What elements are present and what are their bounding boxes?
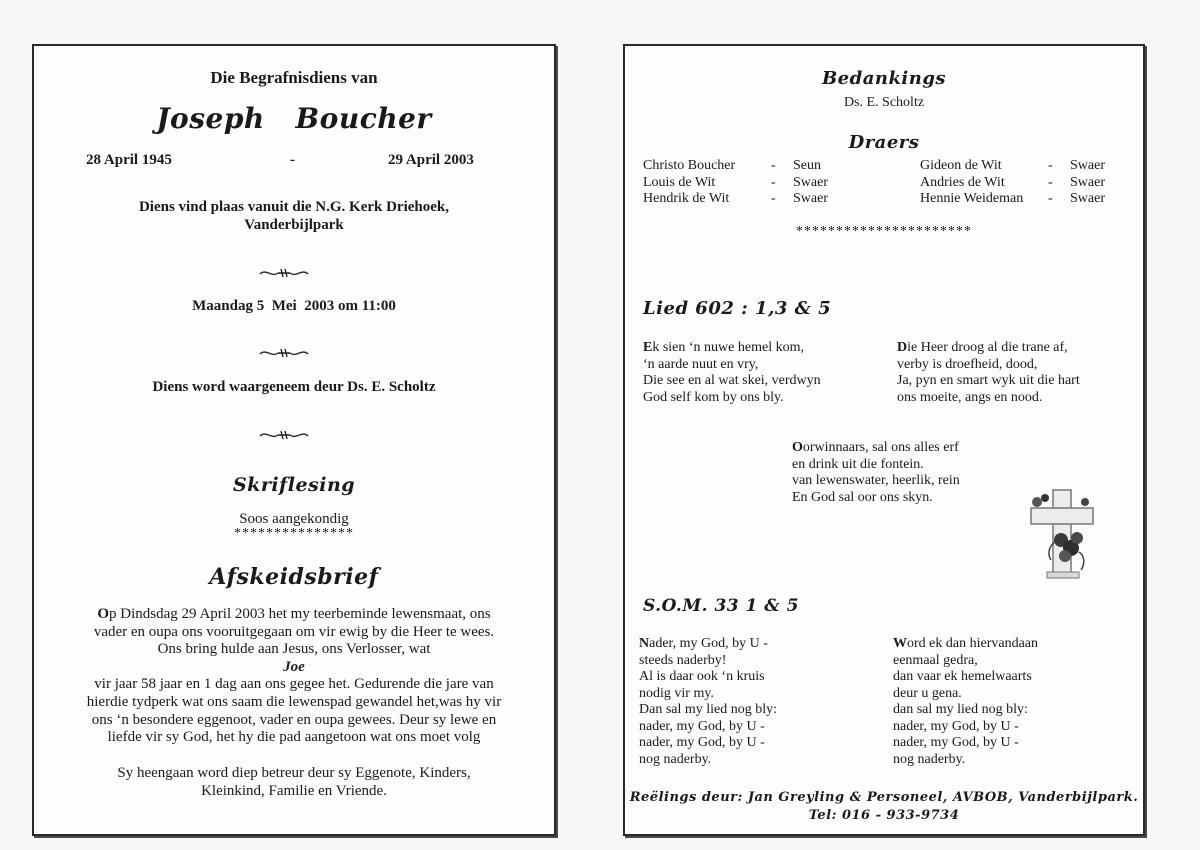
bearer-relation: Seun <box>793 158 821 173</box>
flourish-ornament-icon <box>256 428 312 442</box>
bearer-name: Hennie Weideman <box>920 191 1024 206</box>
verse-line: Nader, my God, by U - <box>639 636 768 651</box>
verse-line: deur u gena. <box>893 685 962 701</box>
farewell-line: vir jaar 58 jaar en 1 dag aan ons gegee het. Gedurende die jare van <box>94 676 494 693</box>
scripture-heading: Skriflesing <box>232 474 356 496</box>
scripture-note: Soos aangekondig <box>239 511 349 527</box>
hymn-1-verse-1 <box>643 340 821 406</box>
bearer-relation: Swaer <box>1070 191 1105 206</box>
venue-line-2: Vanderbijlpark <box>244 217 344 233</box>
verse-line: Ek sien ‘n nuwe hemel kom, <box>643 340 804 355</box>
bearers-list-left <box>643 158 828 208</box>
verse-line: Al is daar ook ‘n kruis <box>639 669 765 684</box>
verse-line: nog naderby. <box>639 751 712 767</box>
farewell-line: vader en oupa ons vooruitgegaan om vir ewig by die Heer te wees. <box>93 623 495 640</box>
verse-line: Die Heer droog al die trane af, <box>897 340 1068 355</box>
thanks-by: Ds. E. Scholtz <box>843 95 925 110</box>
farewell-letter <box>48 606 540 747</box>
floral-cross-icon <box>1025 482 1099 584</box>
bearers-heading: Draers <box>848 132 920 153</box>
birth-date: 28 April 1945 <box>86 152 172 168</box>
bearer-dash: - <box>1048 191 1053 206</box>
hymn-2-heading: S.O.M. 33 1 & 5 <box>643 596 799 616</box>
hymn-1-heading: Lied 602 : 1,3 & 5 <box>643 298 832 319</box>
verse-line: Dan sal my lied nog bly: <box>639 702 778 717</box>
flourish-ornament-icon <box>256 266 312 280</box>
venue-line-1: Diens vind plaas vanuit die N.G. Kerk Driehoek, <box>138 199 450 215</box>
bearer-relation: Swaer <box>793 174 828 190</box>
hymn-2-verse-2 <box>893 636 1038 768</box>
verse-line: dan vaar ek hemelwaarts <box>893 669 1032 684</box>
farewell-line: liefde vir sy God, het hy die pad aangetoon wat ons moet volg <box>107 729 481 746</box>
star-divider: *************** <box>234 526 354 541</box>
bearer-name: Andries de Wit <box>920 174 1005 190</box>
farewell-line: Op Dindsdag 29 April 2003 het my teerbeminde lewensmaat, ons <box>97 606 491 622</box>
verse-line: nader, my God, by U - <box>893 735 1019 750</box>
bearer-row <box>920 191 1105 208</box>
verse-line: van lewenswater, heerlik, rein <box>792 473 960 488</box>
farewell-line: ons ‘n besondere eggenoot, vader en oupa gewees. Deur sy lewe en <box>91 711 497 728</box>
star-divider: ********************** <box>796 224 972 239</box>
verse-line: En God sal oor ons skyn. <box>792 489 933 505</box>
verse-line: ons moeite, angs en nood. <box>897 389 1043 405</box>
bearer-relation: Swaer <box>793 191 828 206</box>
verse-line: nader, my God, by U - <box>639 735 765 750</box>
bearer-row <box>920 175 1105 192</box>
service-datetime: Maandag 5 Mei 2003 om 11:00 <box>192 298 396 314</box>
hymn-1-verse-3 <box>792 440 960 506</box>
verse-line: steeds naderby! <box>639 652 727 668</box>
verse-line: dan sal my lied nog bly: <box>893 702 1028 717</box>
deceased-name: Joseph Boucher <box>156 102 432 135</box>
mourners-line-1: Sy heengaan word diep betreur deur sy Eggenote, Kinders, <box>117 765 471 781</box>
telephone-line: Tel: 016 - 933-9734 <box>808 808 960 823</box>
bearer-row <box>643 175 828 192</box>
bearer-dash: - <box>1048 174 1053 190</box>
date-separator: - <box>290 152 295 168</box>
death-date: 29 April 2003 <box>388 152 474 168</box>
bearers-list-right <box>920 158 1105 208</box>
mourners <box>48 764 540 800</box>
hymn-2-verse-1 <box>639 636 777 768</box>
bearer-dash: - <box>771 174 776 190</box>
farewell-line: Ons bring hulde aan Jesus, ons Verlosser, wat <box>157 641 431 658</box>
mourners-line-2: Kleinkind, Familie en Vriende. <box>201 783 387 799</box>
bearer-name: Christo Boucher <box>643 158 736 173</box>
bearer-dash: - <box>1048 158 1053 173</box>
verse-line: nodig vir my. <box>639 685 714 701</box>
verse-line: verby is droefheid, dood, <box>897 356 1038 372</box>
left-page <box>32 44 556 836</box>
bearer-dash: - <box>771 158 776 173</box>
verse-line: Die see en al wat skei, verdwyn <box>643 373 821 388</box>
thanks-heading: Bedankings <box>821 68 947 89</box>
service-heading: Die Begrafnisdiens van <box>210 68 378 87</box>
verse-line: Oorwinnaars, sal ons alles erf <box>792 440 959 455</box>
bearer-name: Gideon de Wit <box>920 158 1002 173</box>
bearer-row <box>643 158 828 175</box>
bearer-relation: Swaer <box>1070 174 1105 190</box>
arrangements-credit: Reëlings deur: Jan Greyling & Personeel, AVBOB, Vanderbijlpark. <box>629 790 1139 805</box>
verse-line: nader, my God, by U - <box>639 718 765 734</box>
bearer-row <box>920 158 1105 175</box>
officiant-line: Diens word waargeneem deur Ds. E. Scholtz <box>152 379 436 395</box>
verse-line: en drink uit die fontein. <box>792 456 924 472</box>
farewell-name: Joe <box>283 658 305 675</box>
bearer-relation: Swaer <box>1070 158 1105 173</box>
verse-line: ‘n aarde nuut en vry, <box>643 356 759 372</box>
verse-line: nader, my God, by U - <box>893 718 1019 734</box>
verse-line: Ja, pyn en smart wyk uit die hart <box>897 373 1080 388</box>
verse-line: God self kom by ons bly. <box>643 389 784 405</box>
verse-line: Word ek dan hiervandaan <box>893 636 1038 651</box>
hymn-1-verse-2 <box>897 340 1080 406</box>
verse-line: nog naderby. <box>893 751 966 767</box>
farewell-line: hierdie tydperk wat ons saam die lewenspad gewandel het,was hy vir <box>86 693 502 710</box>
bearer-name: Hendrik de Wit <box>643 191 730 206</box>
flourish-ornament-icon <box>256 346 312 360</box>
right-page <box>623 44 1145 836</box>
bearer-name: Louis de Wit <box>643 174 716 190</box>
verse-line: eenmaal gedra, <box>893 652 978 668</box>
bearer-row <box>643 191 828 208</box>
farewell-heading: Afskeidsbrief <box>209 564 379 590</box>
bearer-dash: - <box>771 191 776 206</box>
